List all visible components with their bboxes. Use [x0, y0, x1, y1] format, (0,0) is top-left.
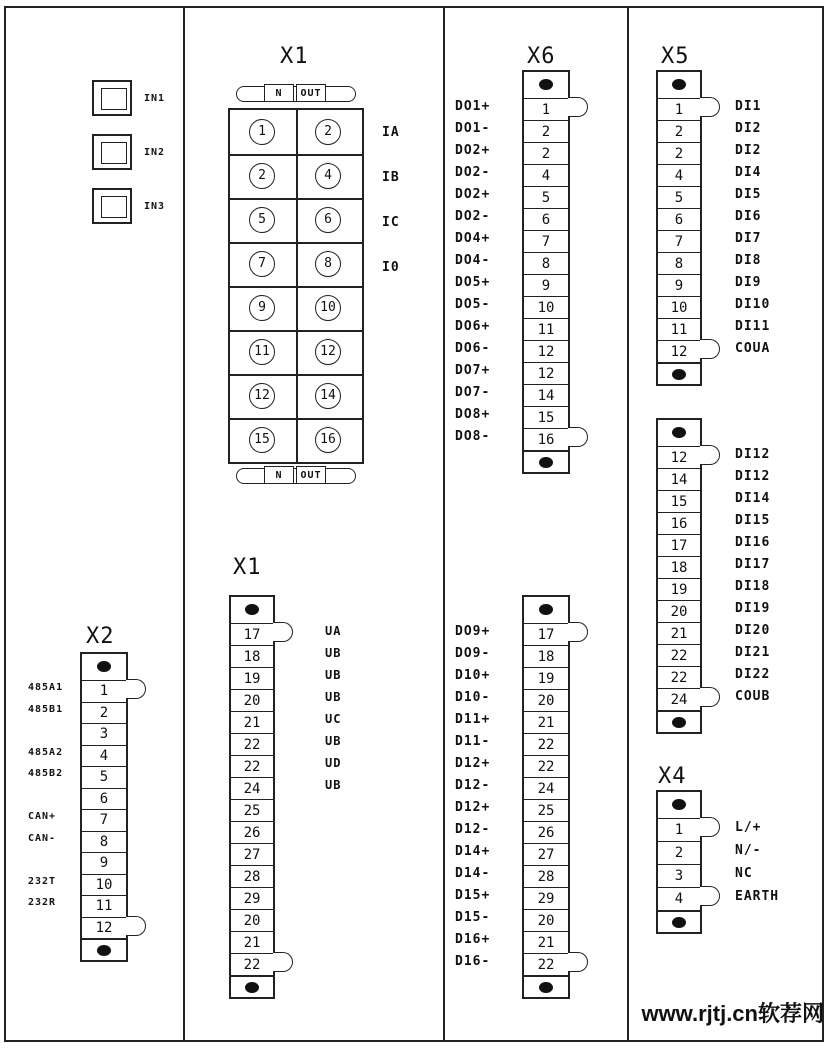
- x6-output-label: D16-: [455, 954, 491, 969]
- terminal-cell: 21: [524, 711, 568, 733]
- mount-hole-icon: [672, 369, 686, 380]
- terminal-cell: 4: [658, 887, 700, 910]
- x2-signal-label: 485A1: [28, 682, 64, 693]
- terminal-cell: 25: [524, 799, 568, 821]
- x1-ct-terminal: 14: [315, 383, 341, 409]
- x2-signal-label: CAN+: [28, 811, 57, 822]
- terminal-cell: 2: [658, 142, 700, 164]
- x5-input-label: DI9: [735, 275, 762, 290]
- x5-strip-bottom: [656, 418, 702, 734]
- x6-output-label: DO6+: [455, 319, 491, 334]
- terminal-cell: 21: [524, 931, 568, 953]
- terminal-cell: 9: [524, 274, 568, 296]
- x1-ct-terminal: 10: [315, 295, 341, 321]
- x1-v-strip: [229, 595, 275, 999]
- jumper-tab: [273, 622, 293, 642]
- x1-ct-terminal: 5: [249, 207, 275, 233]
- x1-v-title: X1: [233, 555, 262, 580]
- terminal-cell: 5: [658, 186, 700, 208]
- mount-hole-icon: [539, 982, 553, 993]
- jumper-tab: [126, 679, 146, 699]
- terminal-cell: 8: [658, 252, 700, 274]
- terminal-cell: 22: [658, 666, 700, 688]
- x1-ct-row-line: [230, 154, 362, 156]
- terminal-cell: 12: [82, 917, 126, 939]
- x6-output-label: D14-: [455, 866, 491, 881]
- terminal-cell: 27: [524, 843, 568, 865]
- x5-input-label: DI14: [735, 491, 771, 506]
- x6-output-label: DO2-: [455, 209, 491, 224]
- x2-signal-label: CAN-: [28, 832, 57, 844]
- x5-strip-top: [656, 70, 702, 386]
- terminal-cell: 9: [658, 274, 700, 296]
- x6-output-label: D16+: [455, 932, 491, 947]
- mount-hole-icon: [97, 661, 111, 672]
- mount-hole-icon: [672, 427, 686, 438]
- x6-output-label: D12-: [455, 778, 491, 793]
- x5-title: X5: [661, 44, 690, 69]
- x1-ct-terminal: 6: [315, 207, 341, 233]
- terminal-cell: 22: [524, 755, 568, 777]
- terminal-cell: 2: [82, 702, 126, 724]
- x1-ct-row-line: [230, 286, 362, 288]
- relay-inner: [101, 196, 127, 218]
- x6-strip-top: [522, 70, 570, 474]
- terminal-cell: 19: [524, 667, 568, 689]
- x6-output-label: D15-: [455, 910, 491, 925]
- x1-v-signal-label: UD: [325, 756, 342, 770]
- x6-output-label: DO4-: [455, 253, 491, 268]
- x4-power-label: NC: [735, 866, 753, 881]
- x6-output-label: D10-: [455, 690, 491, 705]
- terminal-cell: 29: [231, 887, 273, 909]
- divider-3: [627, 6, 629, 1042]
- x5-input-label: DI8: [735, 253, 762, 268]
- x4-power-label: N/-: [735, 843, 762, 858]
- terminal-cell: 2: [658, 841, 700, 864]
- terminal-cell: 15: [524, 406, 568, 428]
- jumper-tab: [700, 886, 720, 906]
- x4-power-label: EARTH: [735, 889, 780, 904]
- x1-ct-terminal: 4: [315, 163, 341, 189]
- terminal-cell: 19: [658, 578, 700, 600]
- x6-output-label: DO9+: [455, 624, 491, 639]
- mount-hole-icon: [539, 457, 553, 468]
- mount-hole-icon: [245, 982, 259, 993]
- jumper-tab: [700, 817, 720, 837]
- x1-v-signal-label: UC: [325, 712, 342, 726]
- terminal-cell: 1: [658, 818, 700, 841]
- terminal-cell: 11: [524, 318, 568, 340]
- terminal-cell: 22: [524, 953, 568, 975]
- x5-input-label: DI4: [735, 165, 762, 180]
- strip-bottom-line: [658, 710, 700, 712]
- terminal-cell: 22: [231, 755, 273, 777]
- x1-ct-terminal: 12: [249, 383, 275, 409]
- x2-title: X2: [86, 624, 115, 649]
- x1-v-signal-label: UB: [325, 690, 342, 704]
- x5-input-label: DI16: [735, 535, 771, 550]
- terminal-cell: 12: [524, 340, 568, 362]
- terminal-cell: 1: [82, 680, 126, 702]
- x1-v-signal-label: UB: [325, 734, 342, 748]
- x1-ct-row-line: [230, 418, 362, 420]
- relay-box: [92, 80, 132, 116]
- jumper-tab: [568, 97, 588, 117]
- x5-input-label: DI7: [735, 231, 762, 246]
- x6-output-label: DO4+: [455, 231, 491, 246]
- terminal-cell: 28: [524, 865, 568, 887]
- x1-ct-bottom-tag: OUT: [296, 466, 326, 484]
- x6-output-label: D12+: [455, 756, 491, 771]
- terminal-cell: 1: [658, 98, 700, 120]
- x1-ct-top-tag: N: [264, 84, 294, 102]
- terminal-cell: 24: [658, 688, 700, 710]
- mount-hole-icon: [672, 717, 686, 728]
- terminal-cell: 27: [231, 843, 273, 865]
- x2-signal-label: 485A2: [28, 746, 64, 758]
- relay-label: IN1: [144, 93, 166, 104]
- jumper-tab: [700, 445, 720, 465]
- x1-ct-terminal: 7: [249, 251, 275, 277]
- mount-hole-icon: [539, 79, 553, 90]
- x6-output-label: D12-: [455, 822, 491, 837]
- terminal-cell: 11: [82, 895, 126, 917]
- x5-input-label: DI18: [735, 579, 771, 594]
- x1-ct-terminal: 16: [315, 427, 341, 453]
- terminal-cell: 5: [524, 186, 568, 208]
- terminal-cell: 8: [524, 252, 568, 274]
- x6-output-label: D12+: [455, 800, 491, 815]
- x1-ct-phase-label: IC: [382, 215, 400, 230]
- terminal-cell: 14: [524, 384, 568, 406]
- x1-v-signal-label: UB: [325, 778, 342, 792]
- terminal-cell: 17: [231, 623, 273, 645]
- jumper-tab: [700, 97, 720, 117]
- jumper-tab: [568, 952, 588, 972]
- x5-input-label: COUA: [735, 341, 771, 356]
- x5-input-label: DI12: [735, 447, 771, 462]
- x5-input-label: COUB: [735, 689, 771, 704]
- terminal-cell: 28: [231, 865, 273, 887]
- terminal-cell: 4: [524, 164, 568, 186]
- terminal-cell: 17: [658, 534, 700, 556]
- x6-output-label: DO7+: [455, 363, 491, 378]
- terminal-cell: 16: [658, 512, 700, 534]
- terminal-cell: 24: [524, 777, 568, 799]
- terminal-cell: 6: [82, 788, 126, 810]
- x1-ct-row-line: [230, 374, 362, 376]
- terminal-cell: 18: [231, 645, 273, 667]
- x2-signal-label: 485B1: [28, 703, 64, 715]
- terminal-cell: 10: [82, 874, 126, 896]
- terminal-cell: 22: [524, 733, 568, 755]
- x1-ct-terminal: 8: [315, 251, 341, 277]
- jumper-tab: [700, 687, 720, 707]
- x6-output-label: DO9-: [455, 646, 491, 661]
- x5-input-label: DI22: [735, 667, 771, 682]
- mount-hole-icon: [539, 604, 553, 615]
- x6-output-label: DO6-: [455, 341, 491, 356]
- terminal-cell: 15: [658, 490, 700, 512]
- relay-box: [92, 134, 132, 170]
- terminal-cell: 20: [524, 689, 568, 711]
- x2-strip: [80, 652, 128, 962]
- x6-output-label: DO5+: [455, 275, 491, 290]
- x2-signal-label: 232T: [28, 875, 57, 887]
- x1-ct-phase-label: IB: [382, 170, 400, 185]
- x5-input-label: DI20: [735, 623, 771, 638]
- x4-strip: [656, 790, 702, 934]
- terminal-cell: 26: [231, 821, 273, 843]
- terminal-cell: 21: [231, 931, 273, 953]
- terminal-cell: 22: [231, 953, 273, 975]
- terminal-cell: 10: [658, 296, 700, 318]
- x1-ct-terminal: 9: [249, 295, 275, 321]
- strip-bottom-line: [231, 975, 273, 977]
- x4-power-label: L/+: [735, 820, 762, 835]
- x6-output-label: DO8-: [455, 429, 491, 444]
- terminal-cell: 1: [524, 98, 568, 120]
- x5-input-label: DI15: [735, 513, 771, 528]
- jumper-tab: [273, 952, 293, 972]
- terminal-cell: 16: [524, 428, 568, 450]
- jumper-tab: [126, 916, 146, 936]
- relay-box: [92, 188, 132, 224]
- jumper-tab: [568, 622, 588, 642]
- terminal-cell: 22: [658, 644, 700, 666]
- terminal-cell: 25: [231, 799, 273, 821]
- x6-output-label: D11-: [455, 734, 491, 749]
- jumper-tab: [700, 339, 720, 359]
- x5-input-label: DI10: [735, 297, 771, 312]
- x1-ct-phase-label: I0: [382, 260, 400, 275]
- terminal-cell: 21: [231, 711, 273, 733]
- terminal-cell: 12: [524, 362, 568, 384]
- terminal-cell: 17: [524, 623, 568, 645]
- terminal-cell: 12: [658, 340, 700, 362]
- terminal-cell: 24: [231, 777, 273, 799]
- x6-output-label: D10+: [455, 668, 491, 683]
- terminal-cell: 12: [658, 446, 700, 468]
- strip-bottom-line: [82, 938, 126, 940]
- x5-input-label: DI11: [735, 319, 771, 334]
- terminal-cell: 11: [658, 318, 700, 340]
- strip-bottom-line: [524, 450, 568, 452]
- x6-output-label: D11+: [455, 712, 491, 727]
- terminal-cell: 8: [82, 831, 126, 853]
- terminal-cell: 7: [658, 230, 700, 252]
- x5-input-label: DI2: [735, 143, 762, 158]
- x5-input-label: DI19: [735, 601, 771, 616]
- terminal-cell: 3: [82, 723, 126, 745]
- terminal-cell: 7: [524, 230, 568, 252]
- x6-output-label: DO1-: [455, 121, 491, 136]
- divider-1: [183, 6, 185, 1042]
- x6-output-label: DO2+: [455, 143, 491, 158]
- relay-inner: [101, 142, 127, 164]
- terminal-cell: 10: [524, 296, 568, 318]
- relay-inner: [101, 88, 127, 110]
- terminal-cell: 5: [82, 766, 126, 788]
- terminal-cell: 6: [658, 208, 700, 230]
- terminal-cell: 3: [658, 864, 700, 887]
- terminal-cell: 2: [524, 120, 568, 142]
- x6-strip-bottom: [522, 595, 570, 999]
- x6-output-label: DO5-: [455, 297, 491, 312]
- terminal-cell: 4: [658, 164, 700, 186]
- terminal-cell: 26: [524, 821, 568, 843]
- terminal-cell: 19: [231, 667, 273, 689]
- terminal-cell: 14: [658, 468, 700, 490]
- terminal-cell: 2: [658, 120, 700, 142]
- x6-output-label: D15+: [455, 888, 491, 903]
- jumper-tab: [568, 427, 588, 447]
- x5-input-label: DI2: [735, 121, 762, 136]
- terminal-cell: 18: [658, 556, 700, 578]
- x1-ct-body: [228, 108, 364, 464]
- x1-ct-terminal: 11: [249, 339, 275, 365]
- x6-output-label: D14+: [455, 844, 491, 859]
- x1-ct-top-tag: OUT: [296, 84, 326, 102]
- x6-output-label: DO1+: [455, 99, 491, 114]
- x4-title: X4: [658, 764, 687, 789]
- x1-v-signal-label: UB: [325, 668, 342, 682]
- relay-label: IN2: [144, 147, 166, 158]
- terminal-cell: 20: [231, 689, 273, 711]
- terminal-cell: 6: [524, 208, 568, 230]
- divider-2: [443, 6, 445, 1042]
- terminal-cell: 20: [658, 600, 700, 622]
- x1-ct-terminal: 12: [315, 339, 341, 365]
- x1-ct-bottom-tag: N: [264, 466, 294, 484]
- terminal-cell: 9: [82, 852, 126, 874]
- x2-signal-label: 485B2: [28, 768, 64, 779]
- x1-ct-row-line: [230, 330, 362, 332]
- x1-ct-row-line: [230, 242, 362, 244]
- x2-signal-label: 232R: [28, 897, 57, 908]
- x1-ct-title: X1: [280, 44, 309, 69]
- x6-title: X6: [527, 44, 556, 69]
- x5-input-label: DI12: [735, 469, 771, 484]
- x1-ct-phase-label: IA: [382, 125, 400, 140]
- terminal-cell: 2: [524, 142, 568, 164]
- terminal-cell: 20: [524, 909, 568, 931]
- terminal-cell: 7: [82, 809, 126, 831]
- terminal-cell: 29: [524, 887, 568, 909]
- mount-hole-icon: [245, 604, 259, 615]
- x1-ct-terminal: 2: [249, 163, 275, 189]
- x1-v-signal-label: UB: [325, 646, 342, 660]
- x1-ct-row-line: [230, 198, 362, 200]
- x5-input-label: DI5: [735, 187, 762, 202]
- watermark: www.rjtj.cn软荐网: [641, 1001, 824, 1026]
- x1-ct-terminal: 2: [315, 119, 341, 145]
- terminal-cell: 4: [82, 745, 126, 767]
- strip-bottom-line: [658, 910, 700, 912]
- mount-hole-icon: [672, 917, 686, 928]
- x6-output-label: DO7-: [455, 385, 491, 400]
- x6-output-label: DO2+: [455, 187, 491, 202]
- strip-bottom-line: [524, 975, 568, 977]
- terminal-cell: 21: [658, 622, 700, 644]
- relay-label: IN3: [144, 201, 166, 212]
- x1-ct-terminal: 15: [249, 427, 275, 453]
- x5-input-label: DI21: [735, 645, 771, 660]
- x5-input-label: DI6: [735, 209, 762, 224]
- mount-hole-icon: [97, 945, 111, 956]
- mount-hole-icon: [672, 79, 686, 90]
- mount-hole-icon: [672, 799, 686, 810]
- terminal-cell: 20: [231, 909, 273, 931]
- x1-v-signal-label: UA: [325, 624, 342, 638]
- x5-input-label: DI17: [735, 557, 771, 572]
- strip-bottom-line: [658, 362, 700, 364]
- terminal-cell: 22: [231, 733, 273, 755]
- x1-ct-terminal: 1: [249, 119, 275, 145]
- terminal-cell: 18: [524, 645, 568, 667]
- x5-input-label: DI1: [735, 99, 762, 114]
- x6-output-label: DO8+: [455, 407, 491, 422]
- x6-output-label: DO2-: [455, 165, 491, 180]
